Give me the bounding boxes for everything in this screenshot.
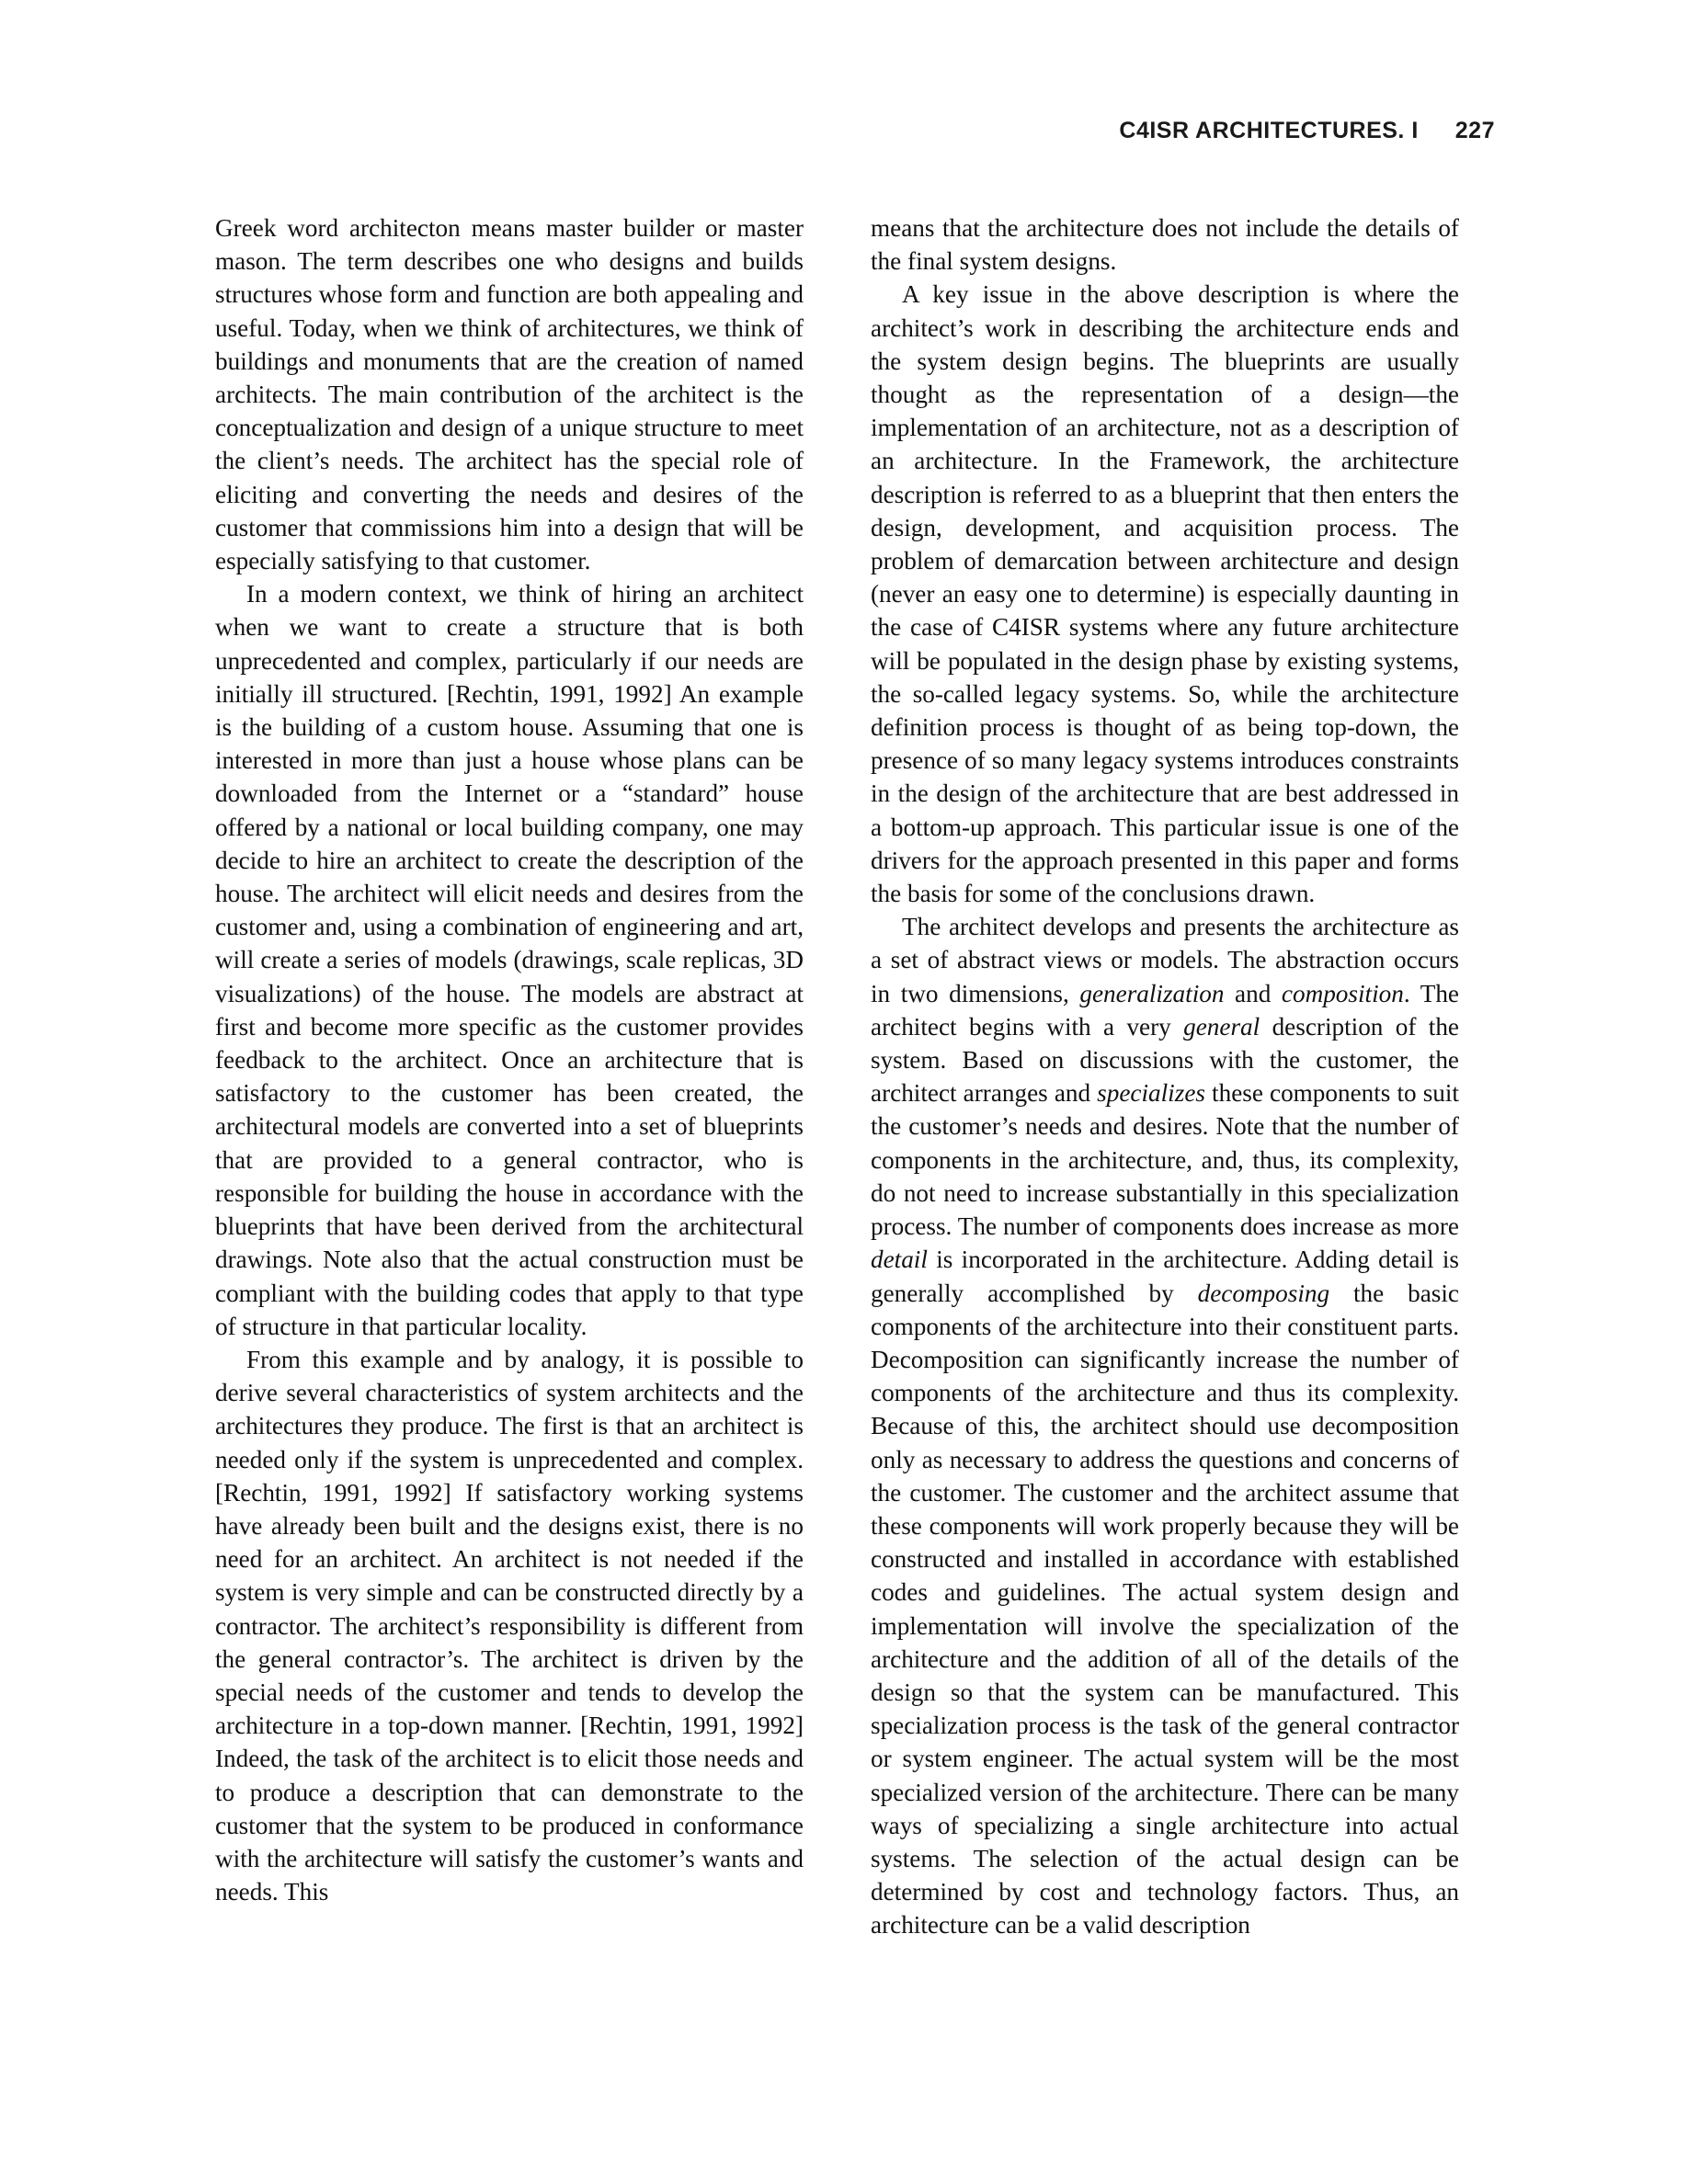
right-column <box>871 211 1459 1942</box>
left-paragraph-2: In a modern context, we think of hiring an architect when we want to create a structure that is both unprecedented and complex, particularly if our needs are initially ill structured. [Rechtin, 1991, 1992] An example is the building of a custom house. Assuming that one is interested in more than just a house whose plans can be downloaded from the Internet or a “standard” house offered by a national or local building company, one may decide to hire an architect to create the description of the house. The architect will elicit needs and desires from the customer and, using a combination of engineering and art, will create a series of models (drawings, scale replicas, 3D visualizations) of the house. The models are abstract at first and become more specific as the customer provides feedback to the architect. Once an architecture that is satisfactory to the customer has been created, the architectural models are converted into a set of blueprints that are provided to a general contractor, who is responsible for building the house in accordance with the blueprints that have been derived from the architectural drawings. Note also that the actual construction must be compliant with the building codes that apply to that type of structure in that particular locality. <box>215 580 804 1340</box>
left-paragraph-1: Greek word architecton means master builder or master mason. The term describes one who designs and builds structures whose form and function are both appealing and useful. Today, when we think of architectures, we think of buildings and monuments that are the creation of named architects. The main contribution of the architect is the conceptualization and design of a unique structure to meet the client’s needs. The architect has the special role of eliciting and converting the needs and desires of the customer that commissions him into a design that will be especially satisfying to that customer. <box>215 214 804 575</box>
italic-term: specializes <box>1097 1079 1205 1108</box>
right-paragraph-1: means that the architecture does not include the details of the final system designs. <box>871 214 1459 276</box>
italic-term: detail <box>871 1246 928 1274</box>
text-run: and <box>1224 979 1282 1007</box>
running-head <box>1119 118 1495 144</box>
right-paragraph-2: A key issue in the above description is where the architect’s work in describing the architecture ends and the system design begins. The blueprints are usually thought as the representation of a design—the implementation of an architecture, not as a description of an architecture. In the Framework, the architecture description is referred to as a blueprint that then enters the design, development, and acquisition process. The problem of demarcation between architecture and design (never an easy one to determine) is especially daunting in the case of C4ISR systems where any future architecture will be populated in the design phase by existing systems, the so-called legacy systems. So, while the architecture definition process is thought of as being top-down, the presence of so many legacy systems introduces constraints in the design of the architecture that are best addressed in a bottom-up approach. This particular issue is one of the drivers for the approach presented in this paper and forms the basis for some of the conclusions drawn. <box>871 280 1459 908</box>
left-paragraph-3: From this example and by analogy, it is possible to derive several characteristics of system architects and the architectures they produce. The first is that an architect is needed only if the system is unprecedented and complex. [Rechtin, 1991, 1992] If satisfactory working systems have already been built and the designs exist, there is no need for an architect. An architect is not needed if the system is very simple and can be constructed directly by a contractor. The architect’s responsibility is different from the general contractor’s. The architect is driven by the special needs of the customer and tends to develop the architecture in a top-down manner. [Rechtin, 1991, 1992] Indeed, the task of the architect is to elicit those needs and to produce a description that can demonstrate to the customer that the system to be produced in conformance with the architecture will satisfy the customer’s wants and needs. This <box>215 1345 804 1906</box>
text-run: these components to suit the customer’s needs and desires. Note that the number of components in the architecture, and, thus, its complexity, do not need to increase substantially in this specialization process. The number of components does increase as more <box>871 1079 1459 1241</box>
italic-term: general <box>1183 1012 1260 1041</box>
text-run: description of the system. Based on discussions with the customer, the architect arranges and <box>871 1012 1459 1108</box>
left-column <box>215 211 804 1908</box>
text-run: The architect develops and presents the architecture as a set of abstract views or models. The abstraction occurs in two dimensions, <box>871 913 1459 1007</box>
italic-term: composition <box>1281 979 1404 1007</box>
page-number: 227 <box>1454 118 1495 143</box>
italic-term: decomposing <box>1197 1279 1330 1307</box>
right-paragraph-3 <box>871 910 1459 1941</box>
running-title: C4ISR ARCHITECTURES. I <box>1119 118 1419 143</box>
text-run: . The architect begins with a very <box>871 979 1459 1041</box>
text-run: is incorporated in the architecture. Adding detail is generally accomplished by <box>871 1246 1459 1307</box>
text-run: the basic components of the architecture into their constituent parts. Decomposition can significantly increase the number of components of the architecture and thus its complexity. Because of this, the architect should use decomposition only as necessary to address the questions and concerns of the customer. The customer and the architect assume that these components will work properly because they will be constructed and installed in accordance with established codes and guidelines. The actual system design and implementation will involve the specialization of the architecture and the addition of all of the details of the design so that the system can be manufactured. This specialization process is the task of the general contractor or system engineer. The actual system will be the most specialized version of the architecture. There can be many ways of specializing a single architecture into actual systems. The selection of the actual design can be determined by cost and technology factors. Thus, an architecture can be a valid description <box>871 1279 1459 1939</box>
italic-term: generalization <box>1079 979 1225 1007</box>
